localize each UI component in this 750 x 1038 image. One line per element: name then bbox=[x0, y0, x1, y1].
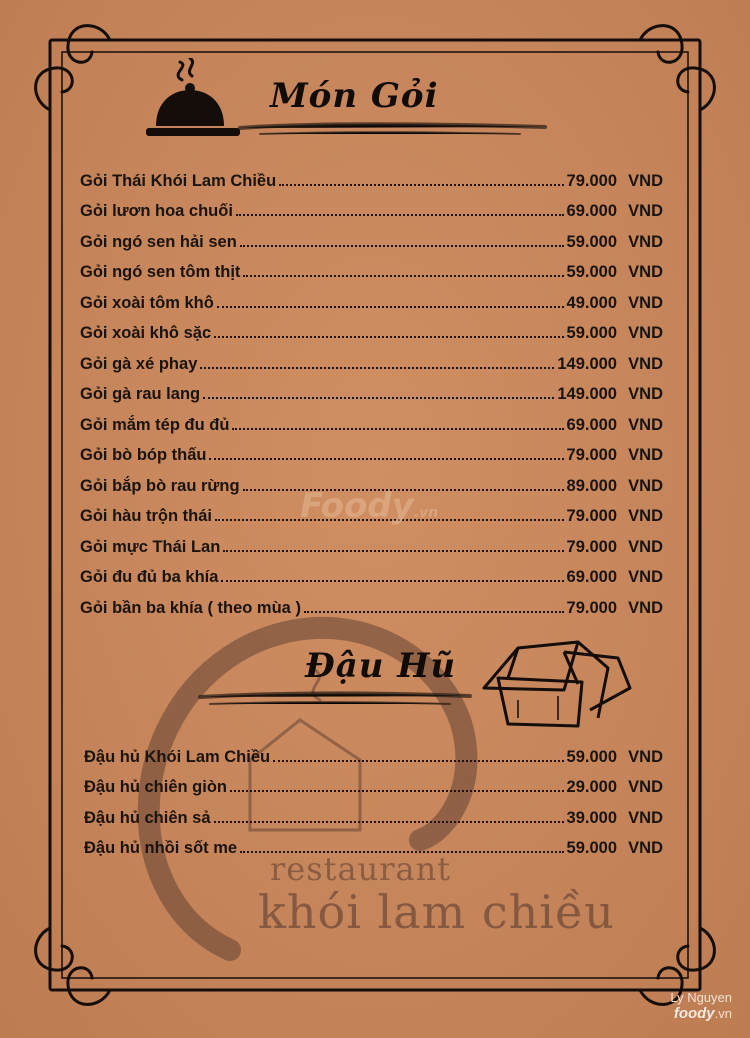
item-name: Gỏi ngó sen tôm thịt bbox=[80, 263, 241, 281]
item-price: 39.000 bbox=[566, 808, 617, 827]
item-currency: VND bbox=[628, 202, 663, 220]
item-price: 69.000 bbox=[566, 568, 617, 586]
dot-leader bbox=[214, 336, 563, 338]
menu-item bbox=[80, 435, 663, 466]
item-name: Gỏi mực Thái Lan bbox=[80, 537, 221, 556]
menu-item bbox=[84, 736, 663, 767]
item-price: 59.000 bbox=[566, 324, 617, 342]
tofu-icon bbox=[478, 628, 638, 732]
item-price: 29.000 bbox=[566, 778, 617, 796]
item-name: Gỏi Thái Khói Lam Chiều bbox=[80, 171, 277, 190]
item-name: Gỏi gà rau lang bbox=[80, 385, 201, 403]
dot-leader bbox=[240, 245, 564, 247]
item-price: 69.000 bbox=[566, 202, 617, 220]
menu-item bbox=[80, 191, 663, 222]
watermark-text: Foody bbox=[300, 486, 414, 526]
item-price: 149.000 bbox=[557, 385, 617, 403]
item-currency: VND bbox=[628, 808, 663, 827]
cloche-icon bbox=[142, 58, 242, 140]
item-name: Gỏi xoài khô sặc bbox=[80, 324, 212, 342]
section-title-mon-goi: Món Gỏi bbox=[270, 76, 439, 116]
menu-item bbox=[80, 221, 663, 252]
menu-item bbox=[80, 374, 663, 405]
item-currency: VND bbox=[628, 171, 663, 190]
menu-list-mon-goi bbox=[80, 160, 663, 618]
item-name: Gỏi xoài tôm khô bbox=[80, 293, 214, 312]
item-currency: VND bbox=[628, 263, 663, 281]
credit-brand-name: foody bbox=[673, 1005, 715, 1022]
dot-leader bbox=[209, 458, 563, 460]
item-currency: VND bbox=[628, 507, 663, 525]
item-currency: VND bbox=[628, 537, 663, 556]
item-currency: VND bbox=[628, 839, 663, 857]
item-currency: VND bbox=[628, 568, 663, 586]
logo-restaurant-name: khói lam chiều bbox=[258, 885, 615, 939]
item-name: Đậu hủ nhồi sốt me bbox=[84, 839, 238, 857]
dot-leader bbox=[223, 550, 563, 552]
item-name: Đậu hủ chiên giòn bbox=[84, 778, 227, 796]
menu-item bbox=[80, 587, 663, 618]
item-price: 79.000 bbox=[566, 171, 617, 190]
item-name: Gỏi lươn hoa chuối bbox=[80, 202, 233, 220]
item-name: Gỏi hàu trộn thái bbox=[80, 507, 212, 525]
item-price: 59.000 bbox=[566, 747, 617, 766]
item-price: 149.000 bbox=[557, 354, 617, 373]
item-currency: VND bbox=[628, 476, 663, 495]
item-price: 59.000 bbox=[566, 263, 617, 281]
menu-item bbox=[84, 797, 663, 828]
item-price: 79.000 bbox=[566, 446, 617, 464]
menu-item bbox=[80, 313, 663, 344]
credit-brand-suffix: .vn bbox=[714, 1006, 732, 1021]
item-currency: VND bbox=[628, 232, 663, 251]
item-price: 79.000 bbox=[566, 507, 617, 525]
item-name: Gỏi gà xé phay bbox=[80, 354, 198, 373]
menu-item bbox=[80, 160, 663, 191]
section-title-dau-hu: Đậu Hũ bbox=[305, 646, 457, 686]
photo-credit bbox=[670, 990, 732, 1022]
menu-item bbox=[80, 404, 663, 435]
item-name: Gỏi đu đủ ba khía bbox=[80, 568, 219, 586]
item-price: 79.000 bbox=[566, 598, 617, 617]
menu-item bbox=[80, 252, 663, 283]
dot-leader bbox=[217, 306, 564, 308]
item-currency: VND bbox=[628, 415, 663, 434]
menu-item bbox=[80, 526, 663, 557]
dot-leader bbox=[279, 184, 563, 186]
dot-leader bbox=[200, 367, 554, 369]
item-name: Gỏi bần ba khía ( theo mùa ) bbox=[80, 598, 301, 617]
credit-author: Ly Nguyen bbox=[670, 990, 732, 1005]
item-name: Gỏi mắm tép đu đủ bbox=[80, 415, 230, 434]
item-price: 79.000 bbox=[566, 537, 617, 556]
item-currency: VND bbox=[628, 778, 663, 796]
credit-brand bbox=[670, 1005, 732, 1022]
watermark-suffix: .vn bbox=[413, 505, 439, 521]
dot-leader bbox=[214, 821, 564, 823]
dot-leader bbox=[243, 275, 563, 277]
logo-restaurant-text: restaurant bbox=[270, 850, 452, 888]
foody-watermark bbox=[300, 486, 438, 526]
dot-leader bbox=[304, 611, 564, 613]
item-name: Đậu hủ Khói Lam Chiều bbox=[84, 747, 271, 766]
item-name: Gỏi ngó sen hải sen bbox=[80, 232, 237, 251]
menu-item bbox=[80, 557, 663, 588]
dot-leader bbox=[203, 397, 554, 399]
item-price: 49.000 bbox=[566, 293, 617, 312]
dot-leader bbox=[236, 214, 564, 216]
item-price: 89.000 bbox=[566, 476, 617, 495]
item-currency: VND bbox=[628, 385, 663, 403]
dot-leader bbox=[273, 760, 563, 762]
menu-item bbox=[80, 282, 663, 313]
dot-leader bbox=[232, 428, 563, 430]
menu-list-dau-hu bbox=[84, 736, 663, 858]
item-currency: VND bbox=[628, 747, 663, 766]
item-name: Đậu hủ chiên sả bbox=[84, 808, 211, 827]
item-currency: VND bbox=[628, 324, 663, 342]
item-currency: VND bbox=[628, 354, 663, 373]
item-price: 59.000 bbox=[566, 839, 617, 857]
menu-item bbox=[84, 767, 663, 798]
menu-item bbox=[80, 343, 663, 374]
dot-leader bbox=[221, 580, 563, 582]
item-price: 69.000 bbox=[566, 415, 617, 434]
item-name: Gỏi bò bóp thấu bbox=[80, 446, 207, 464]
item-name: Gỏi bắp bò rau rừng bbox=[80, 476, 240, 495]
item-currency: VND bbox=[628, 446, 663, 464]
item-price: 59.000 bbox=[566, 232, 617, 251]
item-currency: VND bbox=[628, 598, 663, 617]
dot-leader bbox=[230, 790, 564, 792]
item-currency: VND bbox=[628, 293, 663, 312]
